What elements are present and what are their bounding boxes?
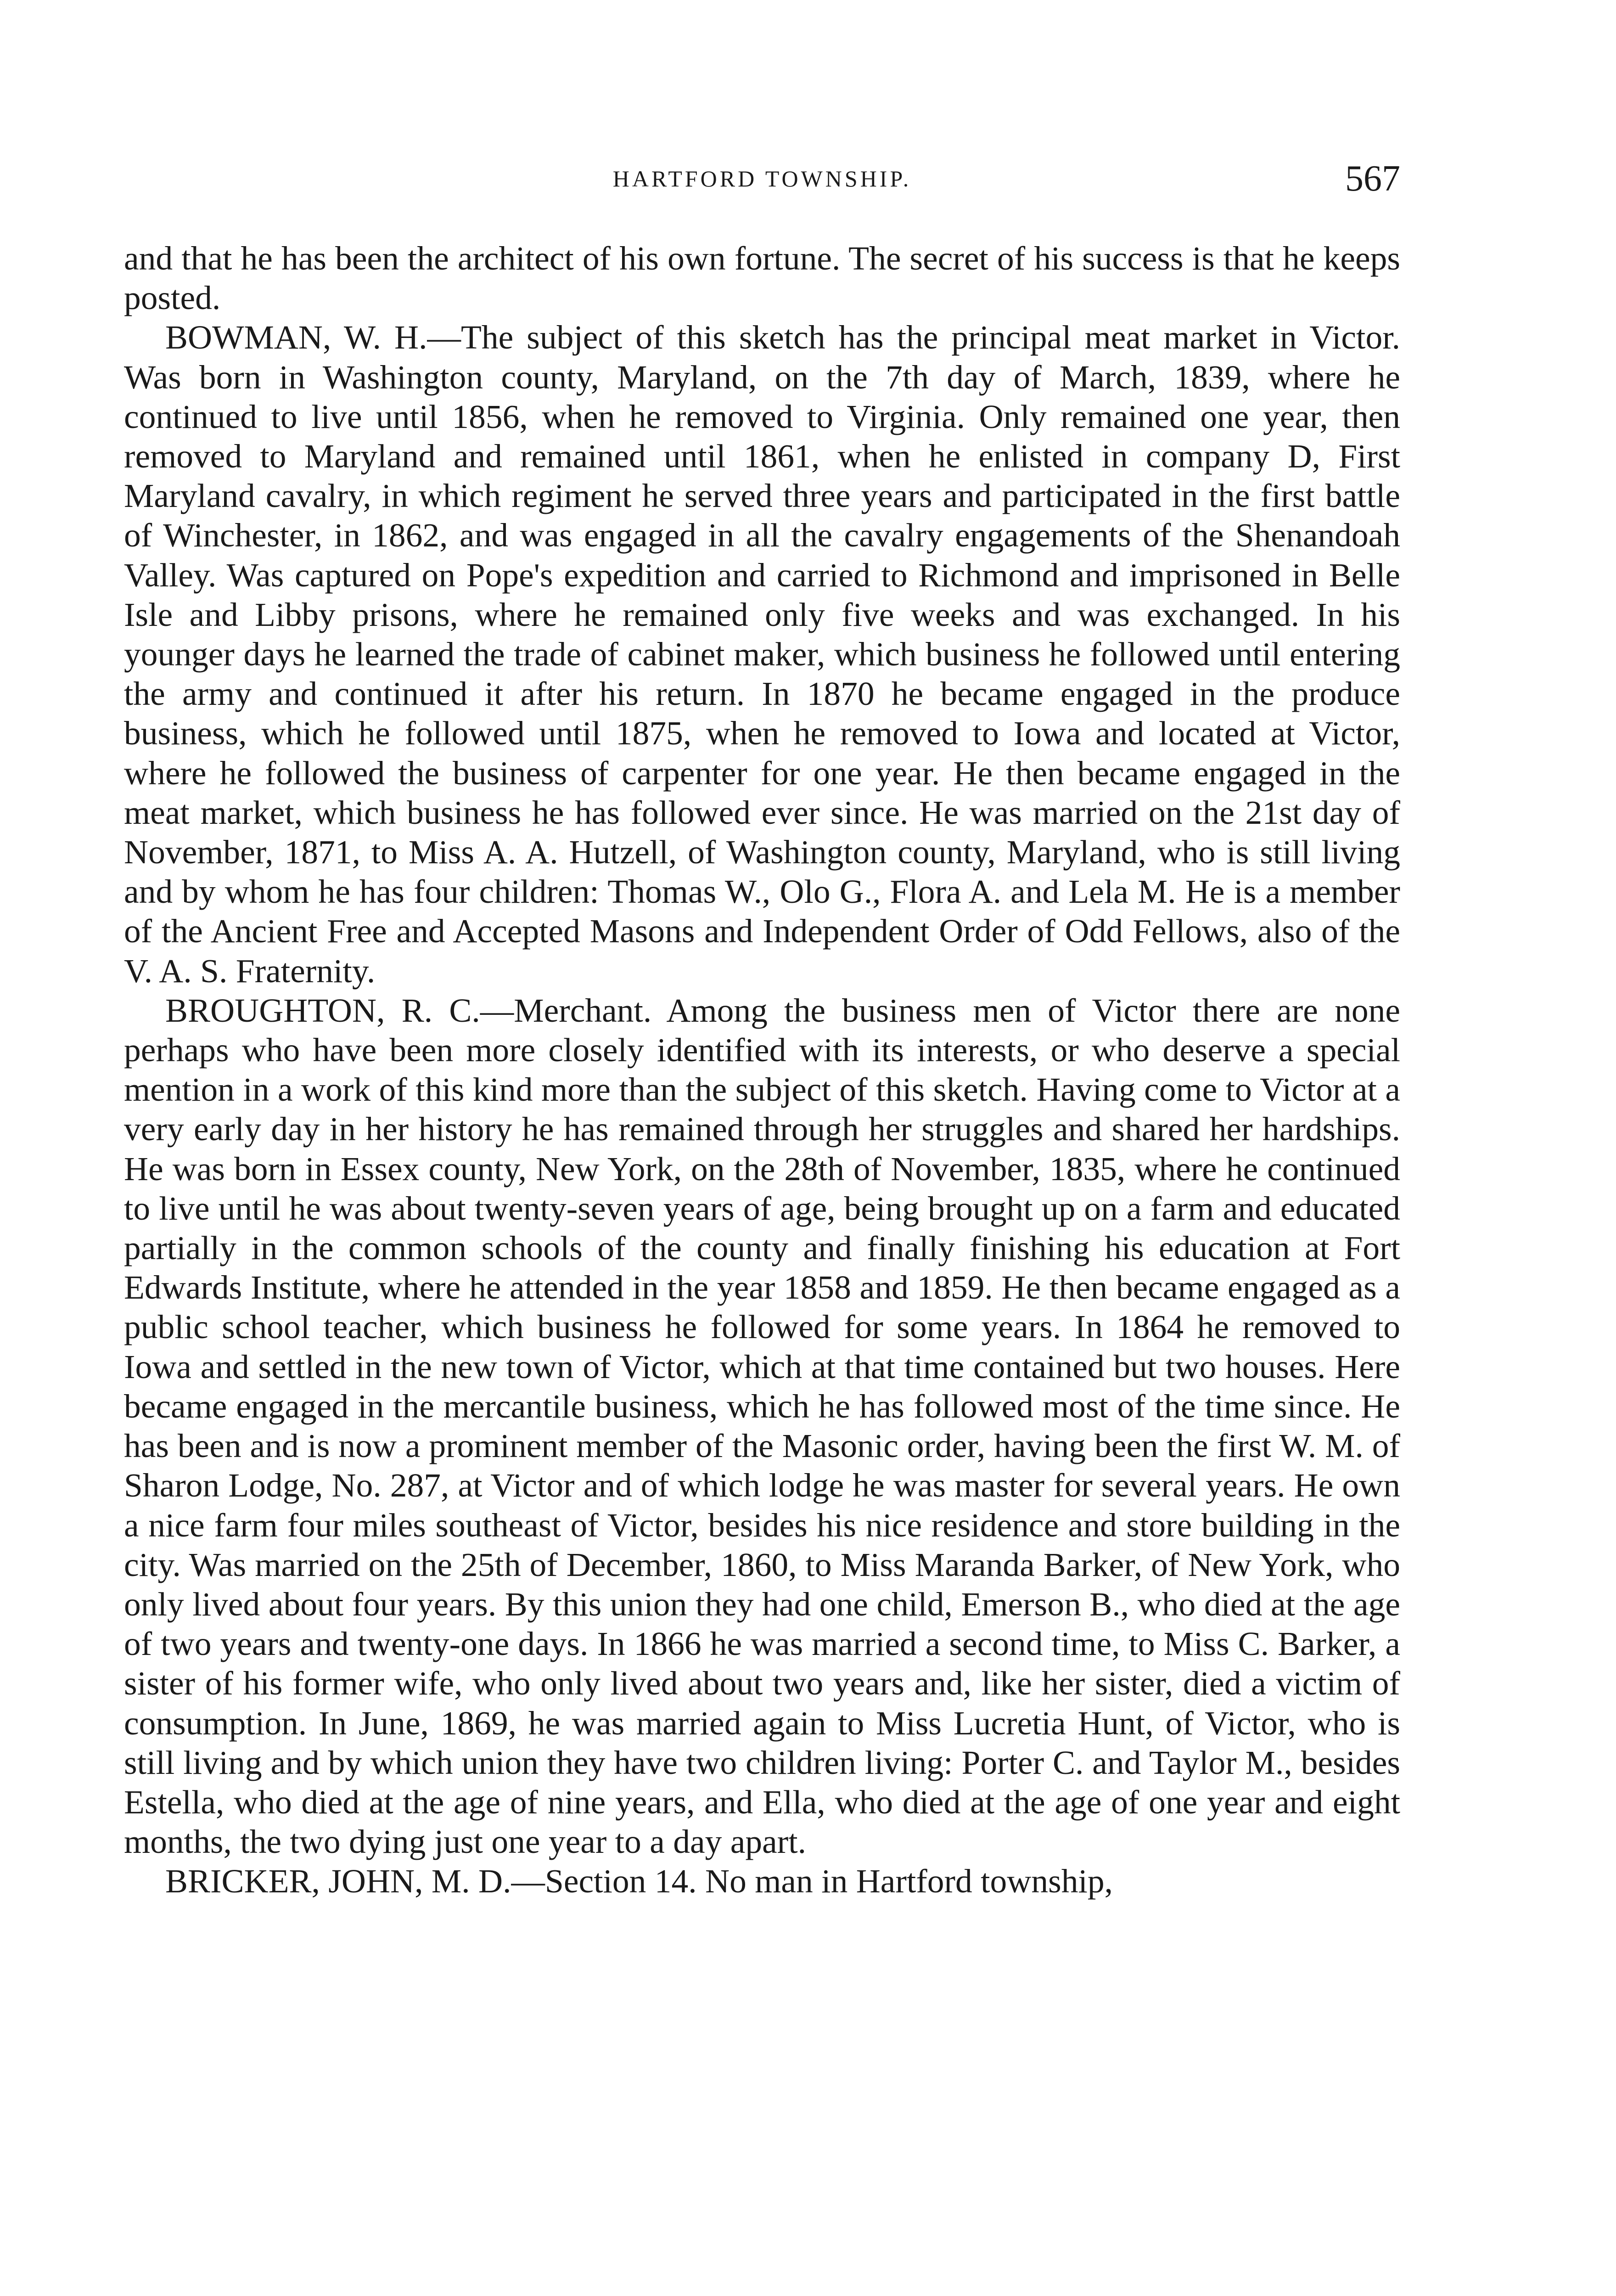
page-number: 567: [1345, 158, 1400, 199]
paragraph-bricker: BRICKER, JOHN, M. D.—Section 14. No man in Hartford township,: [165, 1863, 1113, 1900]
running-head: [124, 158, 1400, 207]
paragraph-broughton: BROUGHTON, R. C.—Merchant. Among the business men of Victor there are none perhaps who have been more closely identified with its interests, or who deserve a special mention in a work of this kind more than the subject of this sketch. Having come to Victor at a very early day in her history he has remained through her struggles and shared her hardships. He was born in Essex county, New York, on the 28th of November, 1835, where he continued to live until he was about twenty-seven years of age, being brought up on a farm and educated partially in the common schools of the county and finally finishing his education at Fort Edwards Institute, where he attended in the year 1858 and 1859. He then became engaged as a public school teacher, which business he followed for some years. In 1864 he removed to Iowa and settled in the new town of Victor, which at that time contained but two houses. Here became engaged in the mercantile business, which he has followed most of the time since. He has been and is now a prominent member of the Masonic order, having been the first W. M. of Sharon Lodge, No. 287, at Victor and of which lodge he was master for several years. He own a nice farm four miles southeast of Victor, besides his nice residence and store building in the city. Was married on the 25th of December, 1860, to Miss Maranda Barker, of New York, who only lived about four years. By this union they had one child, Emerson B., who died at the age of two years and twenty-one days. In 1866 he was married a second time, to Miss C. Barker, a sister of his former wife, who only lived about two years and, like her sister, died a victim of consumption. In June, 1869, he was married again to Miss Lucretia Hunt, of Victor, who is still living and by which union they have two children living: Porter C. and Taylor M., besides Estella, who died at the age of nine years, and Ella, who died at the age of one year and eight months, the two dying just one year to a day apart.: [124, 991, 1400, 1861]
page-body-text: [124, 239, 1400, 1902]
paragraph-continued: and that he has been the architect of his own fortune. The secret of his success is that he keeps posted.: [124, 240, 1400, 317]
paragraph-bowman: BOWMAN, W. H.—The subject of this sketch has the principal meat market in Victor. Was born in Washington county, Maryland, on the 7th day of March, 1839, where he continued to live until 1856, when he removed to Virginia. Only remained one year, then removed to Maryland and remained until 1861, when he enlisted in company D, First Maryland cavalry, in which regiment he served three years and participated in the first battle of Winchester, in 1862, and was engaged in all the cavalry engagements of the Shenandoah Valley. Was captured on Pope's expedition and carried to Richmond and imprisoned in Belle Isle and Libby prisons, where he remained only five weeks and was exchanged. In his younger days he learned the trade of cabinet maker, which business he followed until entering the army and continued it after his return. In 1870 he became engaged in the produce business, which he followed until 1875, when he removed to Iowa and located at Victor, where he followed the business of carpenter for one year. He then became engaged in the meat market, which business he has followed ever since. He was married on the 21st day of November, 1871, to Miss A. A. Hutzell, of Washington county, Maryland, who is still living and by whom he has four children: Thomas W., Olo G., Flora A. and Lela M. He is a member of the Ancient Free and Accepted Masons and Independent Order of Odd Fellows, also of the V. A. S. Fraternity.: [124, 319, 1400, 990]
page-header-title: HARTFORD TOWNSHIP.: [612, 166, 912, 191]
